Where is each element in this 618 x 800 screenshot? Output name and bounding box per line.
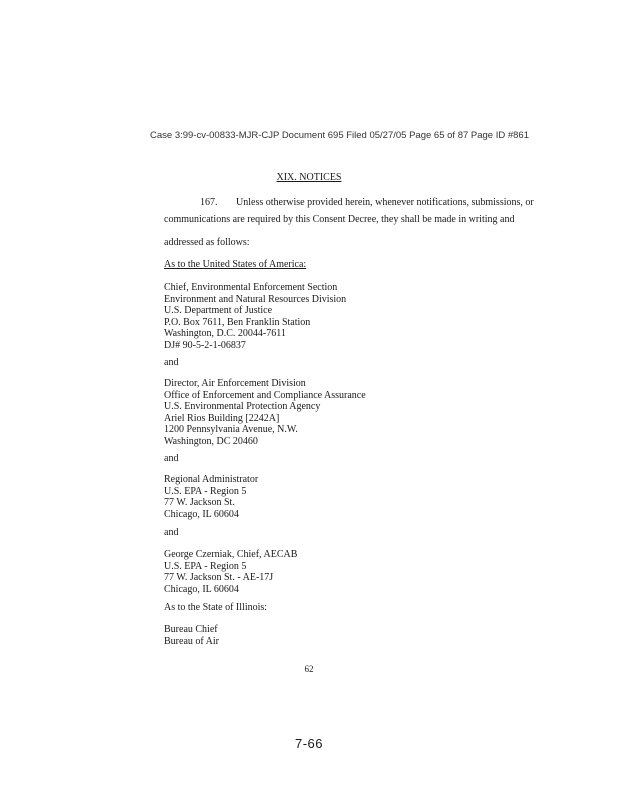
paragraph-line-3: addressed as follows:: [164, 237, 250, 248]
address-line: DJ# 90-5-2-1-06837: [164, 339, 246, 351]
address-line: Chicago, IL 60604: [164, 508, 239, 520]
address-line: Chief, Environmental Enforcement Section: [164, 282, 338, 293]
address-line: 77 W. Jackson St. - AE-17J: [164, 572, 274, 584]
and-separator: and: [164, 357, 179, 368]
address-line: Regional Administrator: [164, 474, 259, 485]
address-line: Washington, D.C. 20044-7611: [164, 328, 286, 340]
address-line: U.S. Environmental Protection Agency: [164, 401, 321, 413]
paragraph-text-1: Unless otherwise provided herein, whenever notifications, submissions, or: [236, 197, 534, 208]
paragraph-line-1: [200, 197, 534, 208]
address-aecab: [164, 549, 297, 595]
address-line: P.O. Box 7611, Ben Franklin Station: [164, 316, 311, 328]
address-illinois: [164, 624, 219, 647]
address-doj: [164, 282, 346, 352]
address-line: 1200 Pennsylvania Avenue, N.W.: [164, 424, 298, 436]
address-line: Bureau Chief: [164, 624, 218, 635]
address-line: U.S. EPA - Region 5: [164, 485, 247, 497]
address-line: George Czerniak, Chief, AECAB: [164, 549, 298, 560]
address-line: Director, Air Enforcement Division: [164, 378, 306, 389]
address-epa-region5: [164, 474, 258, 520]
section-title: XIX. NOTICES: [276, 172, 342, 183]
address-line: Bureau of Air: [164, 635, 219, 647]
case-header: Case 3:99-cv-00833-MJR-CJP Document 695 Filed 05/27/05 Page 65 of 87 Page ID #861: [150, 130, 529, 141]
address-line: Chicago, IL 60604: [164, 583, 239, 595]
address-line: Environment and Natural Resources Division: [164, 293, 347, 305]
exhibit-number: 7-66: [294, 736, 324, 751]
and-separator: and: [164, 453, 179, 464]
page-number: 62: [304, 664, 314, 674]
address-epa-air: [164, 378, 366, 448]
address-line: Office of Enforcement and Compliance Assurance: [164, 389, 366, 401]
address-line: U.S. EPA - Region 5: [164, 560, 247, 572]
address-line: Washington, DC 20460: [164, 435, 258, 447]
illinois-heading: As to the State of Illinois:: [164, 602, 268, 613]
us-heading: As to the United States of America:: [164, 259, 307, 270]
address-line: 77 W. Jackson St.: [164, 497, 235, 509]
address-line: Ariel Rios Building [2242A]: [164, 412, 280, 424]
address-line: U.S. Department of Justice: [164, 305, 273, 317]
and-separator: and: [164, 527, 179, 538]
paragraph-number: 167.: [200, 197, 218, 208]
paragraph-line-2: communications are required by this Consent Decree, they shall be made in writing and: [164, 214, 515, 225]
